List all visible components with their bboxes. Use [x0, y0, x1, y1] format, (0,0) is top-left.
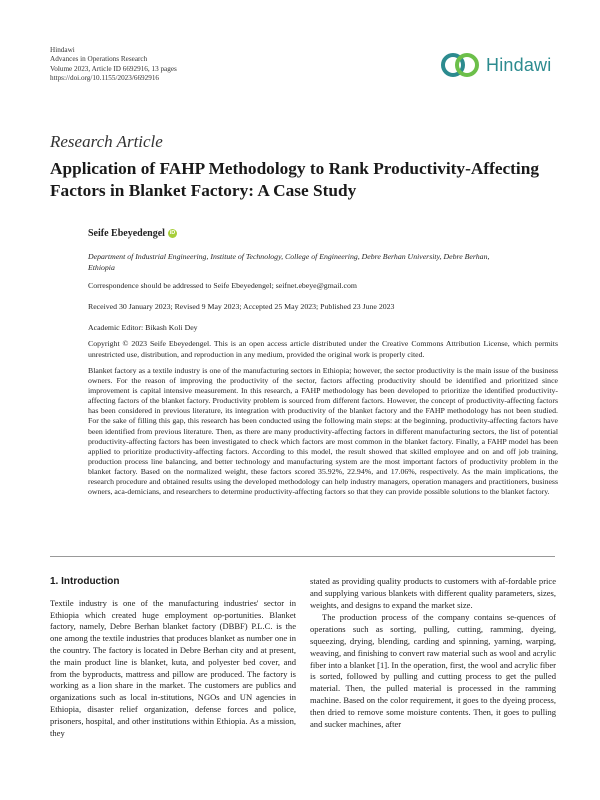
orcid-icon[interactable]: iD [169, 230, 176, 236]
hindawi-logo [440, 46, 555, 84]
article-type: Research Article [50, 132, 163, 151]
article-dates: Received 30 January 2023; Revised 9 May 2023; Accepted 25 May 2023; Published 23 June 2023 [88, 302, 395, 311]
journal-name: Advances in Operations Research [50, 55, 148, 64]
body-column-left [50, 576, 296, 739]
academic-editor: Academic Editor: Bikash Koli Dey [88, 323, 198, 332]
paragraph: Textile industry is one of the manufacturing industries' sector in Ethiopia which created huge employment op-portunities. Blanket factory, namely, Debre Berhan blanket factory (DBBF) P.L.C. is the one among the textile industries that produces blanket as number one in the country. The factory is located in Debre Berhan city and at present, the main product line is blanket, kuta, and polyester bed cover, and from the byproducts, mattress and pillow are produced. The factory is working as a lion share in the market. The customers are publics and organizations such as local in-stitutions, NGOs and UN agencies in Ethiopia, disaster relief organization, defense forces and police, prisoners, hospital, and other institutions within Ethiopia. As a mission, they [50, 597, 296, 738]
abstract: Blanket factory as a textile industry is one of the manufacturing sectors in Ethiopia; however, the sector productivity is the main issue of the business owners. For the reason of improving the productivity of the sector, factors affecting productivity should be identified and prioritized since improvement is capital intensive measurement. In this research, a FAHP methodology has been developed to prioritize the identified productivity-affecting factors of the blanket factory. Productivity problem is sourced from different factors. However, the concept of productivity-affecting factors has been considered in previous literature, its integration with productivity of the blanket factory and the FAHP methodology has not been studied. For the sake of filling this gap, this research has been conducted using the following main steps: at the beginning, productivity-affecting factors have been identified from previous literature. Then, as there are many productivity-affecting factors in different manufacturing sectors, the list of potential productivity-affecting factors has been investigated to check which factors are most common in the blanket factory. Finally, a FAHP model has been applied to prioritize productivity-affecting factors. According to this model, the result showed that skilled employee and on and off job training, production process line balancing, and better technology and manufacturing system are the most important factors of productivity problem in the blanket factory. Based on the normalized weight, these factors scored 35.92%, 22.94%, and 17.06%, respectively. As the main implications, the research procedure and obtained results using the developed methodology can help industry managers, operation managers and practitioners, business owners, aca-demicians, and researchers to determine productivity-affecting factors so that they can provide possible solutions to the blanket factory. [88, 366, 558, 497]
logo-text: Hindawi [486, 54, 552, 75]
section-heading: 1. Introduction [50, 576, 120, 587]
journal-meta [50, 46, 177, 84]
copyright-notice: Copyright © 2023 Seife Ebeyedengel. This is an open access article distributed under the Creative Commons Attribution License, which permits unrestricted use, distribution, and reproduction in any medium, provided the original work is properly cited. [88, 339, 558, 359]
correspondence: Correspondence should be addressed to Seife Ebeyedengel; seifnet.ebeye@gmail.com [88, 281, 357, 290]
article-title: Application of FAHP Methodology to Rank Productivity-Affecting Factors in Blanket Factory: A Case Study [50, 159, 539, 200]
paragraph: The production process of the company contains se-quences of operations such as sorting, pulling, cutting, ramming, dyeing, squeezing, drying, blending, carding and spinning, yarning, warping, weaving, and finishing to convert raw material such as wool and acrylic fiber into a blanket [1]. In the operation, first, the wool and acrylic fiber is sorted, followed by pulling and cutting process to get the pulled material. Then, the pulled material is processed in the ramming machine. Based on the color requirement, it goes to the dyeing process, then dried to remove some moisture contents. Then, it goes to pulling and sucker machines, after [310, 612, 556, 729]
paragraph: stated as providing quality products to customers with af-fordable price and supplying various blankets with different quality parameters, sizes, weights, and designs to expand the market size. [310, 576, 556, 610]
publisher-name: Hindawi [50, 46, 75, 54]
doi-link[interactable]: https://doi.org/10.1155/2023/6692916 [50, 74, 160, 83]
body-column-right [310, 576, 556, 730]
volume-line: Volume 2023, Article ID 6692916, 13 pages [50, 64, 177, 73]
author-name[interactable]: Seife Ebeyedengel [88, 228, 165, 239]
divider [50, 556, 555, 557]
hindawi-logo-icon [440, 52, 480, 78]
author-line [88, 228, 177, 239]
affiliation: Department of Industrial Engineering, Institute of Technology, College of Engineering, Debre Berhan University, Debre Berhan, Ethiopia [88, 252, 490, 272]
